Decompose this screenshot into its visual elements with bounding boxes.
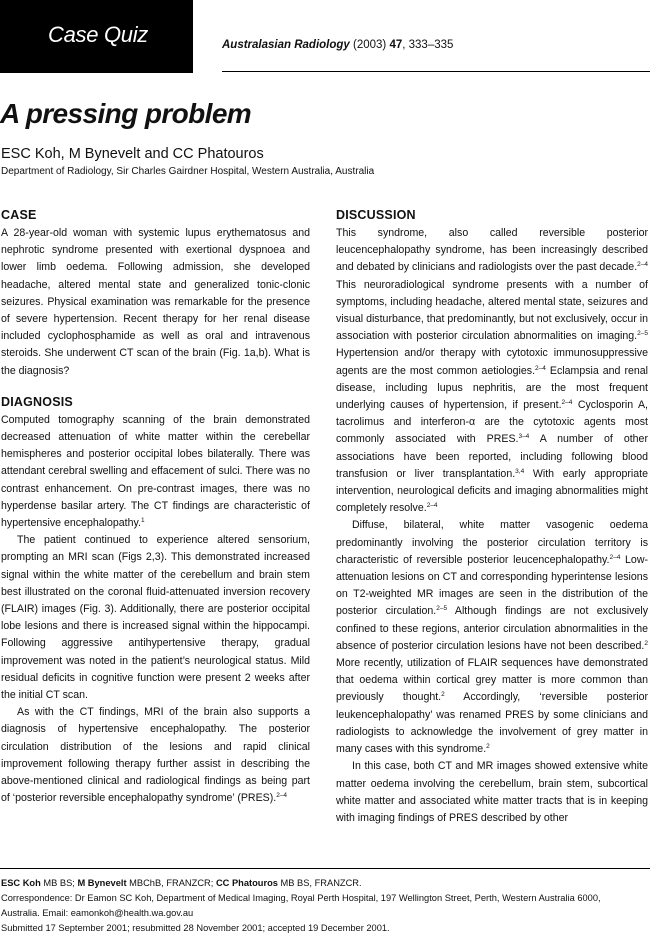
case-heading: CASE	[1, 208, 37, 222]
left-column	[1, 207, 310, 808]
journal-year: (2003)	[349, 39, 390, 51]
correspondence-address: Correspondence: Dr Eamon SC Koh, Department of Medical Imaging, Royal Perth Hospital, 197 Wellington Street, Perth, Western Australia 6000,	[1, 893, 601, 903]
citation: 2–4	[561, 399, 573, 407]
diagnosis-paragraph-3: As with the CT findings, MRI of the brain also supports a diagnosis of hypertensive encephalopathy. The posterior circulation distribution of the lesions and rapid clinical improvement following therapy further assist in describing the above-mentioned clinical and radiological findings as being part of ‘posterior reversible encephalopathy syndrome’ (PRES).$^{2-4}$	[1, 706, 310, 805]
correspondence-email: Australia. Email: eamonkoh@health.wa.gov.au	[1, 908, 194, 918]
footer-rule	[0, 868, 650, 869]
case-paragraph: A 28-year-old woman with systemic lupus erythematosus and nephrotic syndrome presented with exertional dyspnoea and lower limb oedema. Following admission, she developed headache, altered mental state and generalized tonic-clonic seizures. Physical examination was remarkable for the presence of severe hypertension. Recent therapy for her renal disease included cyclophosphamide as well as oral and intravenous steroids. She underwent CT scan of the brain (Fig. 1a,b). What is the diagnosis?	[1, 227, 310, 377]
article-authors: ESC Koh, M Bynevelt and CC Phatouros	[1, 146, 264, 162]
journal-name: Australasian Radiology	[222, 39, 350, 51]
submission-dates: Submitted 17 September 2001; resubmitted 28 November 2001; accepted 19 December 2001.	[1, 923, 390, 933]
author-credentials: ESC Koh MB BS; M Bynevelt MBChB, FRANZCR; CC Phatouros MB BS, FRANZCR.	[1, 878, 362, 888]
citation: 1	[140, 517, 145, 525]
citation: 2	[644, 639, 648, 647]
journal-pages: , 333–335	[402, 39, 454, 51]
journal-reference	[222, 39, 453, 51]
article-title: A pressing problem	[0, 98, 252, 129]
section-label: Case Quiz	[48, 22, 149, 47]
citation: 2–4	[637, 261, 648, 269]
discussion-heading: DISCUSSION	[336, 208, 416, 222]
discussion-paragraph-1: This syndrome, also called reversible posterior leucencephalopathy syndrome, has been increasingly described and debated by clinicians and radiologists over the past decade.$^{2-4}$ This neuroradiological syndrome presents with a number of symptoms, including headache, altered mental state, seizures and visual disturbance, that predominantly, but not exclusively, occur in association with posterior circulation abnormalities on imaging.$^{2-5}$ Hypertension and/or therapy with cytotoxic immunosuppressive agents are the most common aetiologies.$^{2-4}$ Eclampsia and renal disease, including lupus nephritis, are the most frequent underlying causes of hypertension, if present.$^{2-4}$ Cyclosporin A, tacrolimus and interferon-α are the cytotoxic agents most commonly associated with PRES.$^{3-4}$ A number of other associations have been reported, including following blood transfusion or liver transplantation.$^{3,4}$ With early appropriate intervention, neurological deficits and imaging abnormalities might completely resolve.$^{2-4}$	[336, 227, 649, 515]
right-column	[336, 207, 648, 827]
discussion-paragraph-3: In this case, both CT and MR images showed extensive white matter oedema involving the cerebellum, brain stem, subcortical white matter and associated white matter tracts that is in keeping with imaging findings of PRES described by other	[336, 760, 648, 824]
citation: 2–4	[535, 364, 546, 372]
journal-volume: 47	[389, 39, 403, 51]
header-rule	[222, 71, 650, 72]
article-affiliation: Department of Radiology, Sir Charles Gairdner Hospital, Western Australia, Australia	[1, 166, 375, 177]
citation: 3,4	[515, 467, 525, 475]
diagnosis-paragraph-1: Computed tomography scanning of the brain demonstrated decreased attenuation of white matter within the cerebellar hemispheres and posterior occipital lobes bilaterally. There was attendant cerebral swelling and effacement of sulci. There was no contrast enhancement. On pre-contrast images, there was no hyperdense basilar artery. The CT findings are characteristic of hypertensive encephalopathy.$^1$	[1, 413, 310, 530]
case-quiz-banner	[0, 0, 193, 73]
discussion-paragraph-2: Diffuse, bilateral, white matter vasogenic oedema predominantly involving the posterior circulation territory is characteristic of reversible posterior leucencephalopathy.$^{2-4}$ Low-attenuation lesions on CT and corresponding hyperintense lesions on T2-weighted MR images are seen in the distribution of the posterior circulation.$^{2-5}$ Although findings are not exclusively confined to these regions, anterior circulation abnormalities in the absence of posterior circulation lesions have not been described.$^2$ More recently, utilization of FLAIR sequences have demonstrated that oedema within cortical grey matter is more common than previously thought.$^2$ Accordingly, ‘reversible posterior leukencephalopathy’ was renamed PRES by some clinicians and radiologists to acknowledge the involvement of grey matter in many cases with this syndrome.$^2$	[336, 519, 648, 756]
diagnosis-paragraph-2: The patient continued to experience altered sensorium, prompting an MRI scan (Figs 2,3). This demonstrated increased signal within the white matter of the cerebellum and brain stem best illustrated on the coronal fluid-attenuated inversion recovery (FLAIR) images (Fig. 3). Additionally, there are posterior occipital lobe lesions and there is increased signal within the hippocampi. Following aggressive antihypertensive therapy, gradual improvement was noted in the patient’s neurological status. Mild residual deficits in cognitive function were present 2 weeks after the initial CT scan.	[1, 534, 310, 702]
citation: 3–4	[518, 433, 530, 441]
citation: 2	[486, 743, 490, 751]
citation: 2–5	[637, 330, 648, 338]
footnote	[1, 876, 649, 936]
citation: 2–4	[276, 792, 288, 800]
diagnosis-heading: DIAGNOSIS	[1, 394, 73, 409]
citation: 2–5	[436, 605, 448, 613]
citation: 2	[441, 691, 445, 699]
citation: 2–4	[426, 502, 438, 510]
citation: 2–4	[609, 553, 621, 561]
